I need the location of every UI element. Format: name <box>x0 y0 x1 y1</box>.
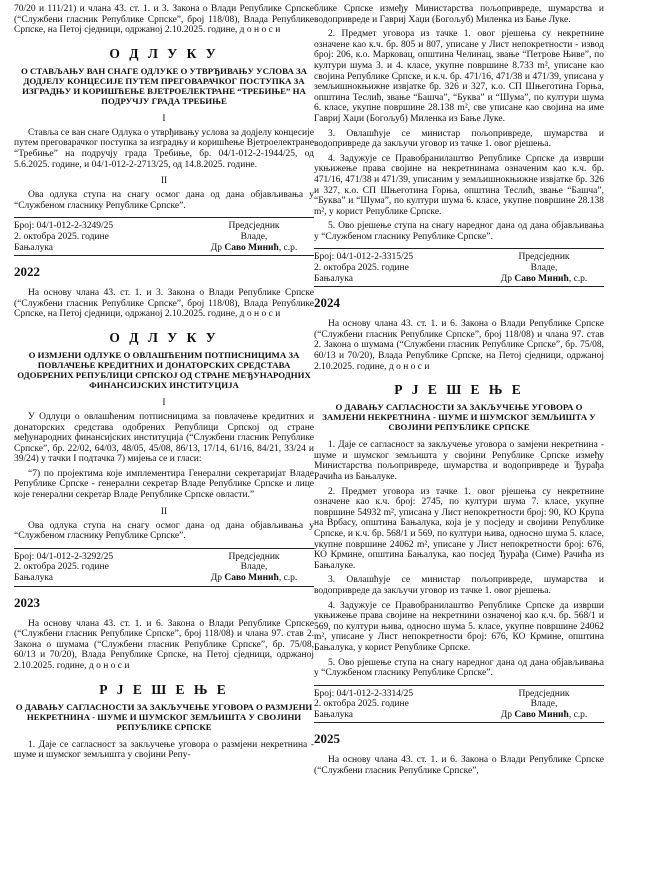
decision-subtitle: О ДАВАЊУ САГЛАСНОСТИ ЗА ЗАКЉУЧЕЊЕ УГОВОРА О ЗАМЈЕНИ НЕКРЕТНИНА - ШУМЕ И ШУМСКОГ ЗЕМЉИШТА У СВОЈИНИ РЕПУБЛИКЕ СРПСКЕ <box>322 402 596 433</box>
doc-number: Број: 04/1-012-2-3315/25 <box>314 252 414 263</box>
decision-title: О Д Л У К У <box>109 329 219 345</box>
paragraph: Ова одлука ступа на снагу осмог дана од дана објављивања у “Службеном гласнику Републике Српске”. <box>14 190 314 211</box>
paragraph: На основу члана 43. ст. 1. и 6. Закона о Влади Републике Српске (“Службени гласник Републике Српске”, број 118/08) и члана 97. став 2. Закона о шумама (“Службени гласник Републике Српске”, бр. 75/08, 60/13 и 70/20), Влада Републике Српске, на Петој сједници, одржаној 2.10.2025. године, д о н о с и <box>314 319 604 372</box>
section-number: I <box>162 397 166 408</box>
decision-title: Р Ј Е Ш Е Њ Е <box>394 382 524 398</box>
doc-date: 2. октобра 2025. године <box>14 231 109 242</box>
paragraph: У Одлуци о овлашћеним потписницима за повлачење кредитних и донаторских средстава одобрених Републици Српској од стране међународних финансијских институција (“Службени гласник Републике Српске”, бр. 22/02, 64/03, 48/05, 45/08, 86/13, 17/14, 61/16, 84/21, 33/24 и 39/24) у тачки I подтачка 7) мијења се и гласи: <box>14 411 314 465</box>
section-number: I <box>162 113 166 124</box>
doc-number: Број: 04/1-012-2-3249/25 <box>14 221 114 232</box>
signature-block <box>314 248 604 284</box>
entry-number: 2023 <box>14 594 40 610</box>
signatory-role: Предсједник <box>518 252 570 263</box>
paragraph: 5. Ово рјешење ступа на снагу наредног дана од дана објављивања у “Службеном гласнику Републике Српске”. <box>314 657 604 679</box>
entry-number: 2025 <box>314 731 340 747</box>
doc-number: Број: 04/1-012-2-3314/25 <box>314 688 414 699</box>
decision-title: Р Ј Е Ш Е Њ Е <box>99 681 229 697</box>
paragraph: 4. Задужује се Правобранилаштво Републике Српске да изврши укњижење права својине на некретнинама означеним као к.ч. бр. 471/16, 471/38 и 471/39, уписаним у земљишнокњижне извјатке бр. 326 и 327, к.о. СП Шњеготина Горња, општина Теслић, звање “Башча”, “Буква” и “Шума”, по култури шума 6. класе, укупне површине 28.138 m², у корист Републике Српске. <box>314 153 604 217</box>
signatory-org: Владе, <box>530 263 558 274</box>
signatory-org: Владе, <box>240 231 268 242</box>
signatory-role: Предсједник <box>228 551 280 562</box>
signatory-name: Др Саво Минић, с.р. <box>210 242 298 253</box>
section-number: II <box>160 506 168 517</box>
signatory-role: Предсједник <box>228 221 280 232</box>
paragraph: “7) по пројектима које имплементира Генерални секретаријат Владе Републике Српске - генерални секретар Владе Републике Српске и лице које генерални секретар Владе Републике Српске овласти.” <box>14 468 314 501</box>
paragraph: 2. Предмет уговора из тачке 1. овог рјешења су некретнине означене као к.ч. број: 2745, по култури шума 7. класе, укупне површине 54932 m², уписана у Лист непокретности број: 90, КО Крупа на Врбасу, општина Бањалука, која је у посједу и својини Републике Српске, и к.ч. бр. 568/1 и 569, по култури њива, односно шума 5. класе, укупне површине 24062 m², уписане у Лист непокретности број: 676, КО Крмине, општина Бањалука, као посјед Ђурађа (Симе) Рачића из Бањалуке. <box>314 486 604 571</box>
decision-title: О Д Л У К У <box>109 45 219 61</box>
doc-city: Бањалука <box>314 273 354 284</box>
right-column <box>314 4 604 781</box>
paragraph: 5. Ово рјешење ступа на снагу наредног дана од дана објављивања у “Службеном гласнику Републике Српске”. <box>314 221 604 242</box>
section-number: II <box>160 176 168 187</box>
paragraph: 1. Даје се сагласност за закључење уговора о размјени некретнина - шуме и шумског земљишта у својини Репу- <box>14 739 314 761</box>
paragraph: На основу члана 43. ст. 1. и 6. Закона о Влади Републике Српске (“Службени гласник Републике Српске”, <box>314 755 604 777</box>
doc-number: Број: 04/1-012-2-3292/25 <box>14 551 114 562</box>
paragraph: 3. Овлашћује се министар пољопривреде, шумарства и водопривреде да закључи уговор из тачке 1. овог рјешења. <box>314 575 604 596</box>
intro-tail: 70/20 и 111/21) и члана 43. ст. 1. и 3. Закона о Влади Републике Српске (“Службени гласник Републике Српске”, број 118/08), Влада Републике Српске, на Петој сједници, одржаној 2.10.2025. године, д о н о с и <box>14 4 314 36</box>
doc-city: Бањалука <box>14 573 54 584</box>
signatory-name: Др Саво Минић, с.р. <box>500 709 588 720</box>
entry-number: 2024 <box>314 295 340 311</box>
signatory-name: Др Саво Минић, с.р. <box>210 573 298 584</box>
paragraph: Ставља се ван снаге Одлука о утврђивању услова за додјелу концесије путем преговарачког поступка за изградњу и коришћење Вјетроелектране “Требиње” на подручју града Требиње, бр. 04/1-012-2-1944/25, од 5.6.2025. године, и 04/1-012-2-2713/25, од 14.8.2025. године. <box>14 127 314 170</box>
signatory-role: Предсједник <box>518 688 570 699</box>
paragraph: 2. Предмет уговора из тачке 1. овог рјешења су некретнине означене као к.ч. бр. 805 и 807, уписане у Лист непокретности - извод број: 206, к.о. Марковац, општина Челинац, звање “Петрове Њиве”, по култури шума 3. и 4. класе, укупне површине 8.733 m², уписане као својина Републике Српске, и к.ч. бр. 471/16, 471/38 и 471/39, уписана у земљишнокњижне извјатке бр. 326 и 327, к.о. СП Шњеготина Горња, општина Теслић, звање “Башча”, “Буква” и “Шума”, по култури шума 6. класе, укупне површине 28.138 m², све уписане као својина на име Гавриј Хаџи (Богољуб) Миленка из Бање Луке. <box>314 29 604 124</box>
doc-date: 2. октобра 2025. године <box>14 562 109 573</box>
decision-subtitle: О ДАВАЊУ САГЛАСНОСТИ ЗА ЗАКЉУЧЕЊЕ УГОВОРА О РАЗМЈЕНИ НЕКРЕТНИНА - ШУМЕ И ШУМСКОГ ЗЕМЉИШТА У СВОЈИНИ РЕПУБЛИКЕ СРПСКЕ <box>15 701 313 732</box>
paragraph: Ова одлука ступа на снагу осмог дана од дана објављивања у “Службеном гласнику Републике Српске”. <box>14 520 314 542</box>
paragraph: 1. Даје се сагласност за закључење уговора о замјени некретнина - шуме и шумског земљишта у својини Републике Српске између Министарства пољопривреде, шумарства и водопривреде и Ђурађа Рачића из Бањалуке. <box>314 440 604 482</box>
signature-block <box>14 548 314 584</box>
signature-block <box>14 217 314 253</box>
doc-date: 2. октобра 2025. године <box>314 699 409 710</box>
doc-city: Бањалука <box>314 709 354 720</box>
paragraph: 4. Задужује се Правобранилаштво Републике Српске да изврши укњижење права својине на некретнини означеној као к.ч. бр. 568/1 и 569, по култури њива, односно шума 5. класе, укупне површине 24062 m², уписане у Лист непокретности број: 676, КО Крмине, општина Бањалука, у корист Републике Српске. <box>314 600 604 653</box>
left-column <box>14 4 314 765</box>
signature-block <box>314 685 604 721</box>
doc-city: Бањалука <box>14 242 54 253</box>
signatory-org: Владе, <box>240 562 268 573</box>
decision-subtitle: О ИЗМЈЕНИ ОДЛУКЕ О ОВЛАШЋЕНИМ ПОТПИСНИЦИМА ЗА ПОВЛАЧЕЊЕ КРЕДИТНИХ И ДОНАТОРСКИХ СРЕДСТАВА ОДОБРЕНИХ РЕПУБЛИЦИ СРПСКОЈ ОД СТРАНЕ МЕЂУНАРОДНИХ ФИНАНСИЈСКИХ ИНСТИТУЦИЈА <box>17 349 311 390</box>
paragraph: блике Српске између Министарства пољопривреде, шумарства и водопривреде и Гавриј Хаџи (Богољуб) Миленка из Бање Луке. <box>314 4 604 25</box>
paragraph: 3. Овлашћује се министар пољопривреде, шумарства и водопривреде да закључи уговор из тачке 1. овог рјешења. <box>314 128 604 150</box>
entry-number: 2022 <box>14 264 40 280</box>
decision-subtitle: О СТАВЉАЊУ ВАН СНАГЕ ОДЛУКЕ О УТВРЂИВАЊУ УСЛОВА ЗА ДОДЈЕЛУ КОНЦЕСИЈЕ ПУТЕМ ПРЕГОВАРАЧКОГ ПОСТУПКА ЗА ИЗГРАДЊУ И КОРИШЋЕЊЕ ВЈЕТРОЕЛЕКТРАНЕ “ТРЕБИЊЕ” НА ПОДРУЧЈУ ГРАДА ТРЕБИЊЕ <box>21 65 307 106</box>
signatory-org: Владе, <box>530 699 558 710</box>
doc-date: 2. октобра 2025. године <box>314 263 409 274</box>
signatory-name: Др Саво Минић, с.р. <box>500 273 588 284</box>
paragraph: На основу члана 43. ст. 1. и 6. Закона о Влади Републике Српске (“Службени гласник Републике Српске”, број 118/08) и члана 97. став 2. Закона о шумама (“Службени гласник Републике Српске”, бр. 75/08, 60/13 и 70/20), Влада Републике Српске, на Петој сједници, одржаној 2.10.2025. године, д о н о с и <box>14 618 314 671</box>
paragraph: На основу члана 43. ст. 1. и 3. Закона о Влади Републике Српске (“Службени гласник Републике Српске”, број 118/08), Влада Републике Српске, на Петој сједници, одржаној 2.10.2025. године, д о н о с и <box>14 288 314 320</box>
